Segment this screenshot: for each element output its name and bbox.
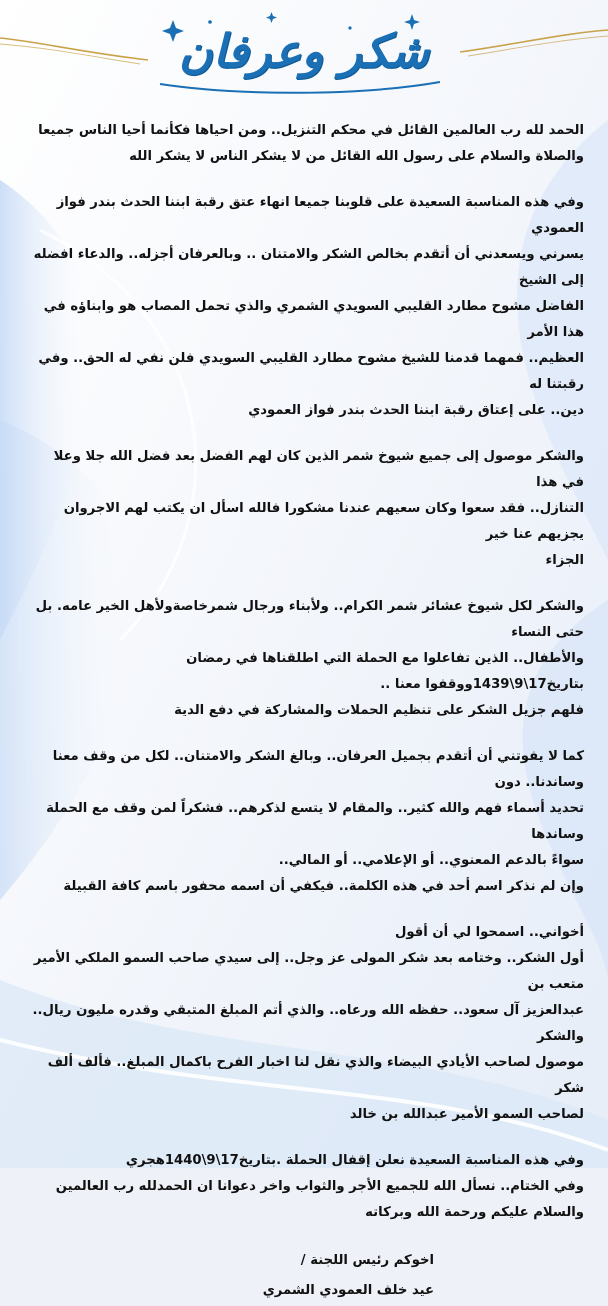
paragraph-gratitude-all [28,744,584,900]
body-line: وإن لم نذكر اسم أحد في هذه الكلمة.. فيكفي أن اسمه محفور باسم كافة القبيلة [63,879,584,894]
paragraph-royal-thanks [28,920,584,1128]
body-line: الجزاء [545,553,584,568]
body-line: يسرني ويسعدني أن أتقدم بخالص الشكر والامتنان .. وبالعرفان أجزله.. والدعاء افضله إلى الشيخ [33,247,584,288]
signature-name: عيد خلف العمودي الشمري [262,1283,434,1298]
body-line: عبدالعزيز آل سعود.. حفظه الله ورعاه.. والذي أتم المبلغ المتبقي وقدره مليون ريال.. والشكر [32,1003,584,1044]
page-title: شكر وعرفان [178,24,430,78]
body-line: لصاحب السمو الأمير عبدالله بن خالد [349,1107,584,1122]
body-line: وفي هذه المناسبة السعيدة على قلوبنا جميعا انهاء عتق رقبة ابننا الحدث بندر فواز العمودي [56,195,584,236]
body-line: دين.. على إعتاق رقبة ابننا الحدث بندر فواز العمودي [248,403,584,418]
body-line: أول الشكر.. وختامه بعد شكر المولى عز وجل.. إلى سيدي صاحب السمو الملكي الأمير متعب بن [33,951,584,992]
body-line: التنازل.. فقد سعوا وكان سعيهم عندنا مشكورا فالله اسأل ان يكتب لهم الاجروان يجزيهم عنا خير [63,501,584,542]
body-line: الحمد لله رب العالمين القائل في محكم التنزيل.. ومن احياها فكأنما أحيا الناس جميعا [38,123,584,138]
signature-title: اخوكم رئيس اللجنة / [300,1253,434,1268]
body-line: العظيم.. فمهما قدمنا للشيخ مشوح مطارد القليبي السويدي فلن نفي له الحق.. وفي رقبتنا له [38,351,584,392]
letter-body [28,118,584,1306]
paragraph-tribes-campaign [28,594,584,724]
paragraph-closing [28,1148,584,1226]
body-line: والشكر موصول إلى جميع شيوخ شمر الذين كان لهم الفضل بعد فضل الله جلا وعلا في هذا [53,449,584,490]
paragraph-opening [28,118,584,170]
body-line: فلهم جزيل الشكر على تنظيم الحملات والمشاركة في دفع الدية [174,703,584,718]
paragraph-sheikh-thanks [28,190,584,424]
body-line: كما لا يفوتني أن أتقدم بجميل العرفان.. وبالغ الشكر والامتنان.. لكل من وقف معنا وساندنا.. دون [52,749,584,790]
body-line: سواءً بالدعم المعنوي.. أو الإعلامي.. أو المالي.. [278,853,584,868]
signature-block [28,1246,584,1306]
title-underline-flourish [150,78,450,98]
body-line: والصلاة والسلام على رسول الله القائل من لا يشكر الناس لا يشكر الله [129,149,584,164]
body-line: موصول لصاحب الأيادي البيضاء والذي نقل لنا اخبار الفرح باكمال المبلغ.. فألف ألف شكر [47,1055,584,1096]
header-ornament [0,0,608,105]
body-line: والأطفال.. الذين تفاعلوا مع الحملة التي اطلقناها في رمضان بتاريخ17\9\1439ووقفوا معنا .. [186,651,584,692]
paragraph-shammar-sheikhs [28,444,584,574]
body-line: أخواني.. اسمحوا لي أن أقول [394,925,584,940]
body-line: والشكر لكل شيوخ عشائر شمر الكرام.. ولأبناء ورجال شمرخاصةولأهل الخير عامه. بل حتى النساء [35,599,584,640]
body-line: تحديد أسماء فهم والله كثير.. والمقام لا يتسع لذكرهم.. فشكراً لمن وقف مع الحملة وساندها [46,801,584,842]
body-line: الفاضل مشوح مطارد القليبي السويدي الشمري والذي تحمل المصاب هو وابناؤه في هذا الأمر [43,299,584,340]
body-line: وفي هذه المناسبة السعيدة نعلن إقفال الحملة .بتاريخ17\9\1440هجري [125,1153,584,1168]
body-line: والسلام عليكم ورحمة الله وبركاته [365,1205,584,1220]
body-line: وفي الختام.. نسأل الله للجميع الأجر والثواب واخر دعوانا ان الحمدلله رب العالمين [55,1179,584,1194]
